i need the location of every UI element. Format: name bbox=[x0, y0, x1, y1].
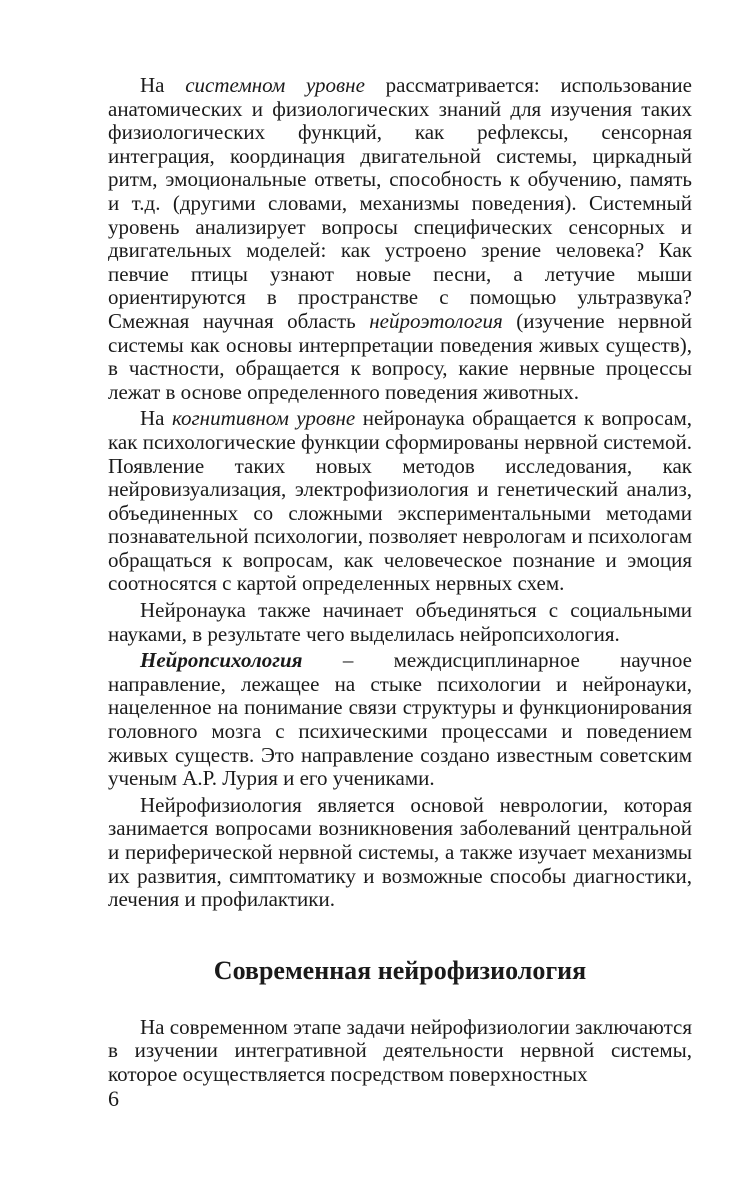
segment: – междисциплинарное научное направление, лежащее на стыке психологии и нейронауки, нацеленное на понимание связи структуры и функционирования головного мозга с психическими процессами и поведением живых существ. Это направление создано известным советским ученым А.Р. Лурия и его учениками. bbox=[108, 648, 692, 791]
term-cognitive-level: когнитивном уровне bbox=[171, 406, 356, 431]
section-heading: Современная нейрофизиология bbox=[213, 955, 587, 985]
page-number: 6 bbox=[108, 1086, 119, 1111]
paragraph-modern-stage: На современном этапе задачи нейрофизиологии заключаются в изучении интегративной деятельности нервной системы, которое осуществляется посредством поверхностных bbox=[108, 1014, 692, 1086]
paragraph-social-sciences bbox=[108, 599, 692, 646]
segment: На bbox=[140, 406, 172, 431]
paragraph-cognitive-level bbox=[108, 407, 692, 596]
term-neuropsychology: Нейропсихология bbox=[140, 648, 303, 673]
paragraph-neuropsychology bbox=[108, 649, 692, 791]
term-neuroethology: нейроэтология bbox=[369, 308, 503, 333]
paragraph-neurophysiology bbox=[108, 794, 692, 912]
segment: На bbox=[140, 73, 186, 97]
segment: Нейрофизиология является основой неврологии, которая занимается вопросами возникновения заболеваний центральной и периферической нервной системы, а также изучает механизмы их развития, симптоматику и возможные способы диагностики, лечения и профилактики. bbox=[108, 792, 692, 912]
segment: Нейронаука также начинает объединяться с социальными науками, в результате чего выделилась нейропсихология. bbox=[108, 598, 692, 646]
book-page bbox=[108, 74, 692, 1087]
segment: (изучение нервной системы как основы интерпретации поведения живых существ), в частности, обращается к вопросу, какие нервные процессы лежат в основе определенного поведения животных. bbox=[108, 308, 692, 404]
term-system-level: системном уровне bbox=[185, 73, 365, 97]
segment: нейронаука обращается к вопросам, как психологические функции сформированы нервной системой. Появление таких новых методов исследования, как нейровизуализация, электрофизиология и генетический анализ, объединенных со сложными экспериментальными методами познавательной психологии, позволяет неврологам и психологам обращаться к вопросам, как человеческое познание и эмоция соотносятся с картой определенных нервных схем. bbox=[108, 406, 692, 596]
paragraph-system-level bbox=[108, 74, 692, 404]
segment: рассматривается: использование анатомических и физиологических знаний для изучения таких физиологических функций, как рефлексы, сенсорная интеграция, координация двигательной системы, циркадный ритм, эмоциональные ответы, способность к обучению, память и т.д. (другими словами, механизмы поведения). Системный уровень анализирует вопросы специфических сенсорных и двигательных моделей: как устроено зрение человека? Как певчие птицы узнают новые песни, а летучие мыши ориентируются в пространстве с помощью ультразвука? Смежная научная область bbox=[108, 73, 692, 333]
